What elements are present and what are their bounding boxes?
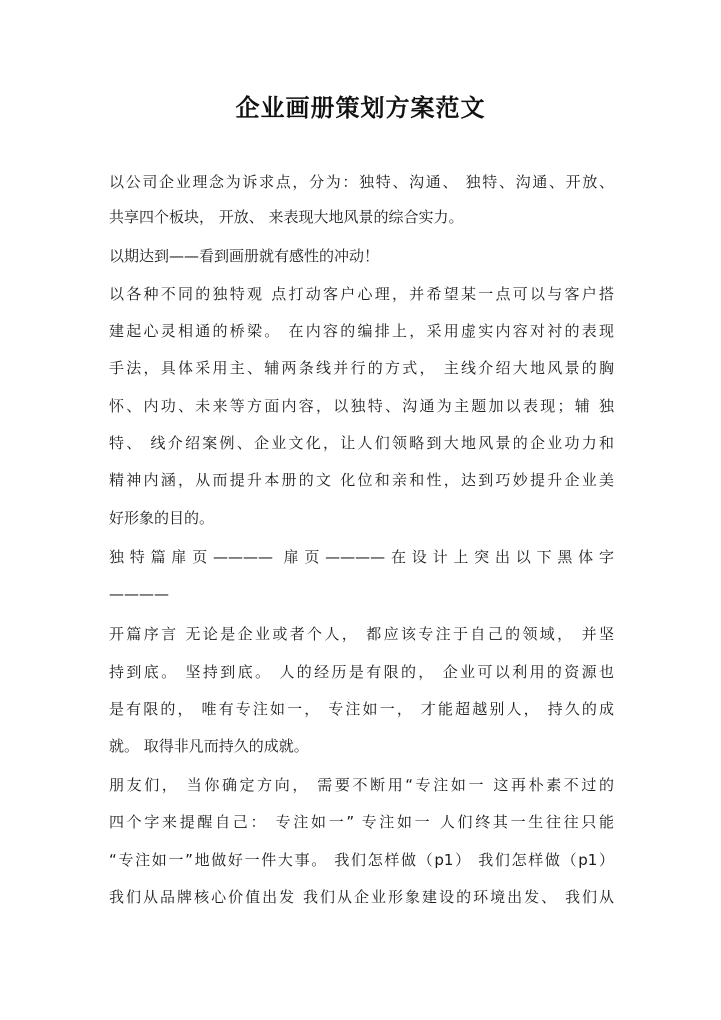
- paragraph-line: 特、 线介绍案例、企业文化，让人们领略到大地风景的企业功力和: [109, 434, 614, 452]
- paragraph-line: “专注如一”地做好一件大事。 我们怎样做（p1） 我们怎样做（p1）: [109, 851, 614, 869]
- paragraph-line: 持到底。 坚持到底。 人的经历是有限的， 企业可以利用的资源也: [109, 663, 614, 681]
- document-title: 企业画册策划方案范文: [235, 93, 486, 122]
- paragraph-line: 好形象的目的。: [109, 509, 215, 527]
- paragraph-line: 以公司企业理念为诉求点，分为：独特、沟通、 独特、沟通、开放、: [109, 173, 614, 191]
- paragraph-line: ————: [109, 585, 169, 603]
- paragraph-line: 四个字来提醒自己： 专注如一” 专注如一 人们终其一生往往只能: [109, 813, 614, 831]
- paragraph-line: 以各种不同的独特观 点打动客户心理，并希望某一点可以与客户搭: [109, 285, 614, 303]
- paragraph-line: 就。 取得非凡而持久的成就。: [109, 737, 309, 755]
- paragraph-line: 朋友们， 当你确定方向， 需要不断用“专注如一 这再朴素不过的: [109, 776, 614, 794]
- paragraph-line: 共享四个板块， 开放、 来表现大地风景的综合实力。: [109, 208, 464, 226]
- paragraph-line: 独特篇扉页———— 扉页————在设计上突出以下黑体字: [109, 548, 614, 566]
- paragraph-line: 怀、内功、未来等方面内容，以独特、沟通为主题加以表现；辅 独: [109, 397, 614, 415]
- paragraph-line: 以期达到——看到画册就有感性的冲动！: [109, 247, 380, 265]
- paragraph-line: 我们从品牌核心价值出发 我们从企业形象建设的环境出发、 我们从: [109, 888, 614, 906]
- paragraph-line: 建起心灵相通的桥梁。 在内容的编排上，采用虚实内容对衬的表现: [109, 322, 614, 340]
- paragraph-line: 精神内涵，从而提升本册的文 化位和亲和性，达到巧妙提升企业美: [109, 471, 614, 489]
- paragraph-line: 开篇序言 无论是企业或者个人， 都应该专注于自己的领域， 并坚: [109, 625, 614, 643]
- paragraph-line: 手法，具体采用主、辅两条线并行的方式， 主线介绍大地风景的胸: [109, 359, 614, 377]
- paragraph-line: 是有限的， 唯有专注如一， 专注如一， 才能超越别人， 持久的成: [109, 700, 614, 718]
